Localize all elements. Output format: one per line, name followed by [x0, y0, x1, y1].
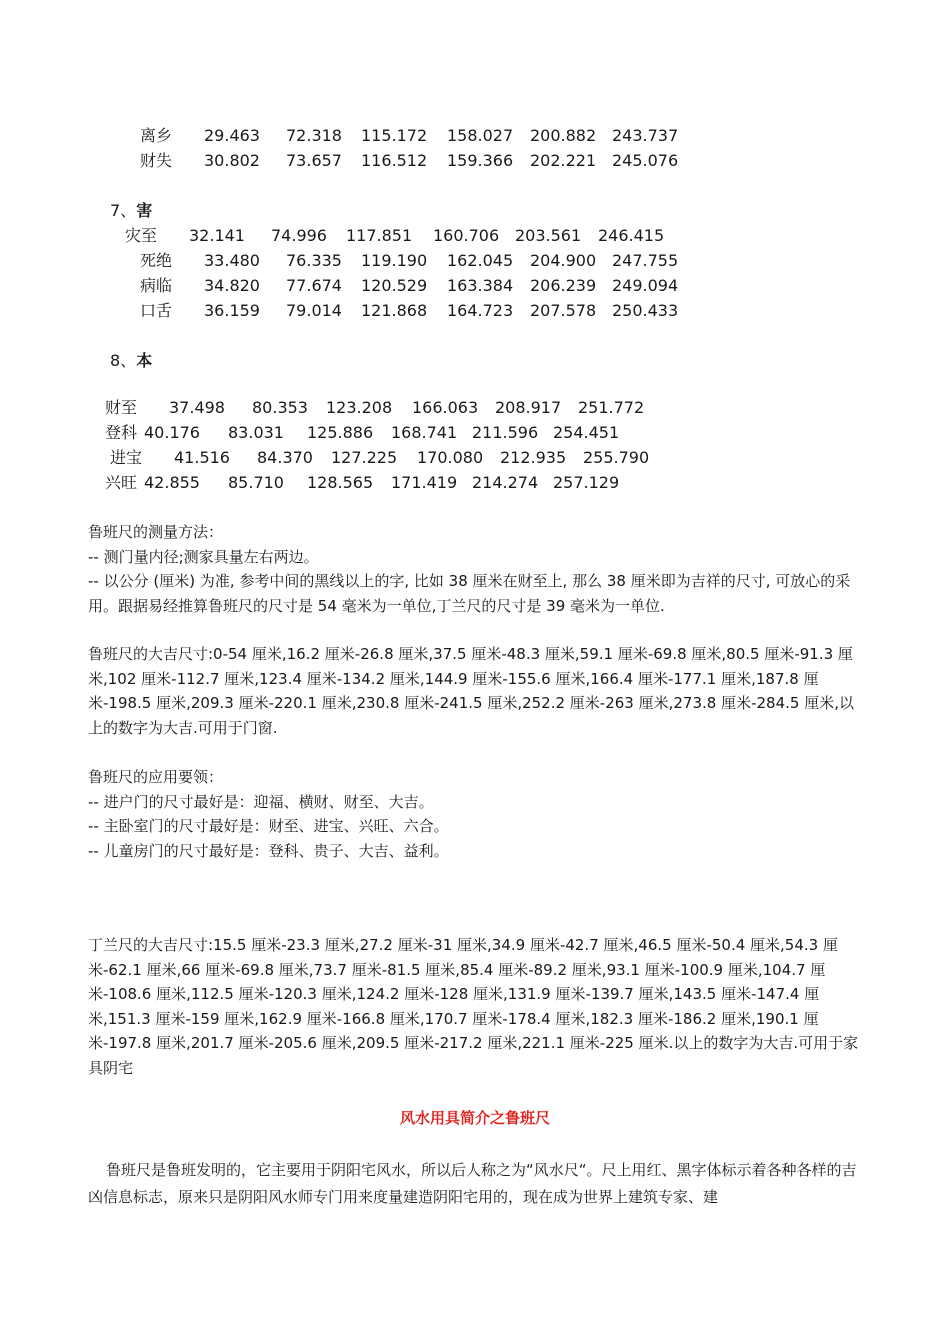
table-row: 进宝 41.516 84.370 127.225 170.080 212.935 255.790 [110, 448, 650, 467]
luban-auspicious: 鲁班尺的大吉尺寸:0-54 厘米,16.2 厘米-26.8 厘米,37.5 厘米-48.3 厘米,59.1 厘米-69.8 厘米,80.5 厘米-91.3 厘米,102 厘米-112.7 厘米,123.4 厘米-134.2 厘米,144.9 厘米-155.6 厘米,166.4 厘米-177.1 厘米,187.8 厘米-198.5 厘米,209.3 厘米-220.1 厘米,230.8 厘米-241.5 厘米,252.2 厘米-263 厘米,273.8 厘米-284.5 厘米,以上的数字为大吉.可用于门窗. [88, 645, 854, 737]
application-tips: 鲁班尺的应用要领： -- 进户门的尺寸最好是：迎福、横财、财至、大吉。 -- 主卧室门的尺寸最好是：财至、进宝、兴旺、六合。 -- 儿童房门的尺寸最好是：登科、贵子、大吉、益利。 [88, 768, 449, 860]
section-heading: 8、本 [110, 351, 153, 370]
table-row: 财至 37.498 80.353 123.208 166.063 208.917 251.772 [105, 398, 645, 417]
section-heading: 7、害 [110, 201, 153, 220]
row-label: 灾至 [125, 226, 158, 245]
row-label: 死绝 [140, 251, 173, 270]
table-row: 兴旺 42.855 85.710 128.565 171.419 214.274 257.129 [105, 473, 620, 492]
row-label: 病临 [140, 276, 173, 295]
table-row: 离乡 29.463 72.318 115.172 158.027 200.882 243.737 [140, 126, 679, 145]
table-row: 财失 30.802 73.657 116.512 159.366 202.221 245.076 [140, 151, 679, 170]
row-label: 登科 [105, 423, 138, 442]
table-row: 死绝 33.480 76.335 119.190 162.045 204.900 247.755 [140, 251, 679, 270]
section-title: 风水用具简介之鲁班尺 [399, 1109, 550, 1127]
table-row: 登科 40.176 83.031 125.886 168.741 211.596 254.451 [105, 423, 620, 442]
table-row: 口舌 36.159 79.014 121.868 164.723 207.578 250.433 [140, 301, 679, 320]
dinglan-auspicious: 丁兰尺的大吉尺寸:15.5 厘米-23.3 厘米,27.2 厘米-31 厘米,34.9 厘米-42.7 厘米,46.5 厘米-50.4 厘米,54.3 厘米-62.1 厘米,66 厘米-69.8 厘米,73.7 厘米-81.5 厘米,85.4 厘米-89.2 厘米,93.1 厘米-100.9 厘米,104.7 厘米-108.6 厘米,112.5 厘米-120.3 厘米,124.2 厘米-128 厘米,131.9 厘米-139.7 厘米,143.5 厘米-147.4 厘米,151.3 厘米-159 厘米,162.9 厘米-166.8 厘米,170.7 厘米-178.4 厘米,182.3 厘米-186.2 厘米,190.1 厘米-197.8 厘米,201.7 厘米-205.6 厘米,209.5 厘米-217.2 厘米,221.1 厘米-225 厘米.以上的数字为大吉.可用于家具阴宅 [88, 936, 859, 1077]
row-label: 离乡 [140, 126, 173, 145]
measure-method: 鲁班尺的测量方法： -- 测门量内径;测家具量左右两边。 -- 以公分 (厘米) 为准, 参考中间的黑线以上的字, 比如 38 厘米在财至上, 那么 38 厘米即为吉祥的尺寸, 可放心的采用。跟据易经推算鲁班尺的尺寸是 54 毫米为一单位,丁兰尺的尺寸是 39 毫米为一单位. [88, 523, 851, 615]
row-label: 口舌 [140, 301, 173, 320]
row-label: 兴旺 [105, 473, 138, 492]
row-label: 财至 [105, 398, 138, 417]
table-row: 灾至 32.141 74.996 117.851 160.706 203.561 246.415 [125, 226, 665, 245]
row-label: 进宝 [110, 448, 143, 467]
table-row: 病临 34.820 77.674 120.529 163.384 206.239 249.094 [140, 276, 679, 295]
row-label: 财失 [140, 151, 173, 170]
intro-paragraph: 鲁班尺是鲁班发明的，它主要用于阴阳宅风水，所以后人称之为“风水尺“。尺上用红、黑字体标示着各种各样的吉凶信息标志，原来只是阴阳风水师专门用来度量建造阴阳宅用的，现在成为世界上建筑专家、建 [88, 1161, 857, 1206]
